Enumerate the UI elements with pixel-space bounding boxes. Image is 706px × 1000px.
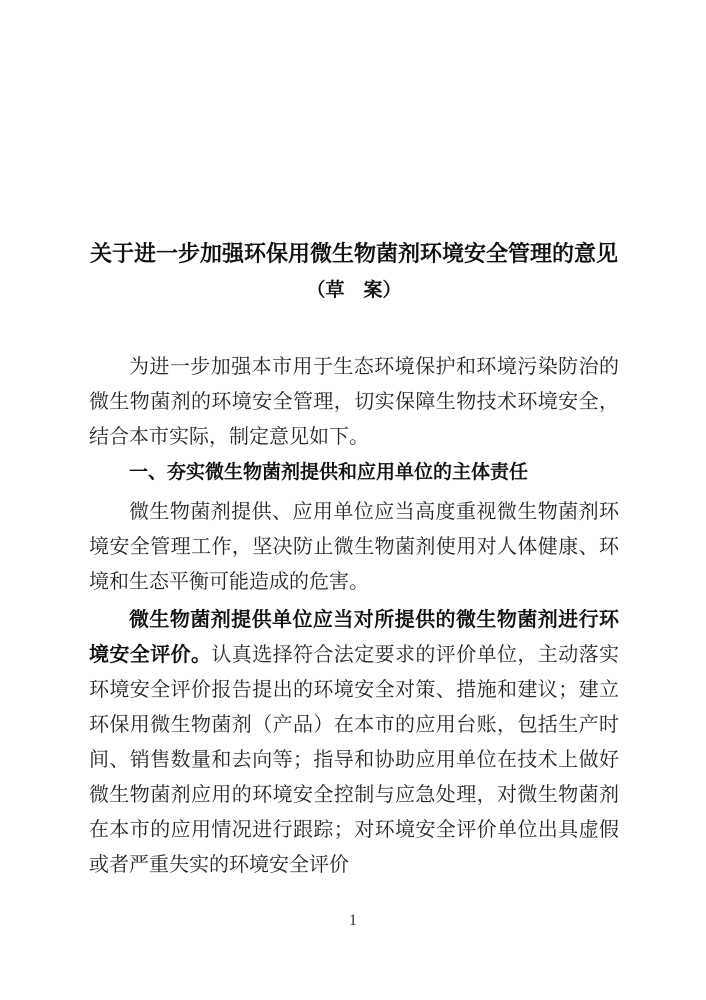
document-title: 关于进一步加强环保用微生物菌剂环境安全管理的意见 — [89, 241, 618, 266]
document-subtitle: （草 案） — [306, 280, 402, 301]
intro-paragraph: 为进一步加强本市用于生态环境保护和环境污染防治的微生物菌剂的环境安全管理，切实保障生物技术环境安全，结合本市实际，制定意见如下。 — [89, 356, 619, 448]
section-1-paragraph-2 — [89, 603, 619, 883]
document-content — [89, 240, 619, 883]
section-1-paragraph-2-rest: 认真选择符合法定要求的评价单位，主动落实环境安全评价报告提出的环境安全对策、措施和建议；建立环保用微生物菌剂（产品）在本市的应用台账，包括生产时间、销售数量和去向等；指导和协助应用单位在技术上做好微生物菌剂应用的环境安全控制与应急处理，对微生物菌剂在本市的应用情况进行跟踪；对环境安全评价单位出具虚假或者严重失实的环境安全评价 — [89, 644, 620, 876]
section-1-heading: 一、夯实微生物菌剂提供和应用单位的主体责任 — [129, 462, 529, 483]
section-1-paragraph-1: 微生物菌剂提供、应用单位应当高度重视微生物菌剂环境安全管理工作，坚决防止微生物菌剂使用对人体健康、环境和生态平衡可能造成的危害。 — [89, 501, 619, 593]
page-number: 1 — [349, 912, 357, 929]
section-1-paragraph-2-bold-lead: 微生物菌剂提供单位应当对所提供的微生物菌剂进行环境安全评价。 — [89, 609, 619, 666]
